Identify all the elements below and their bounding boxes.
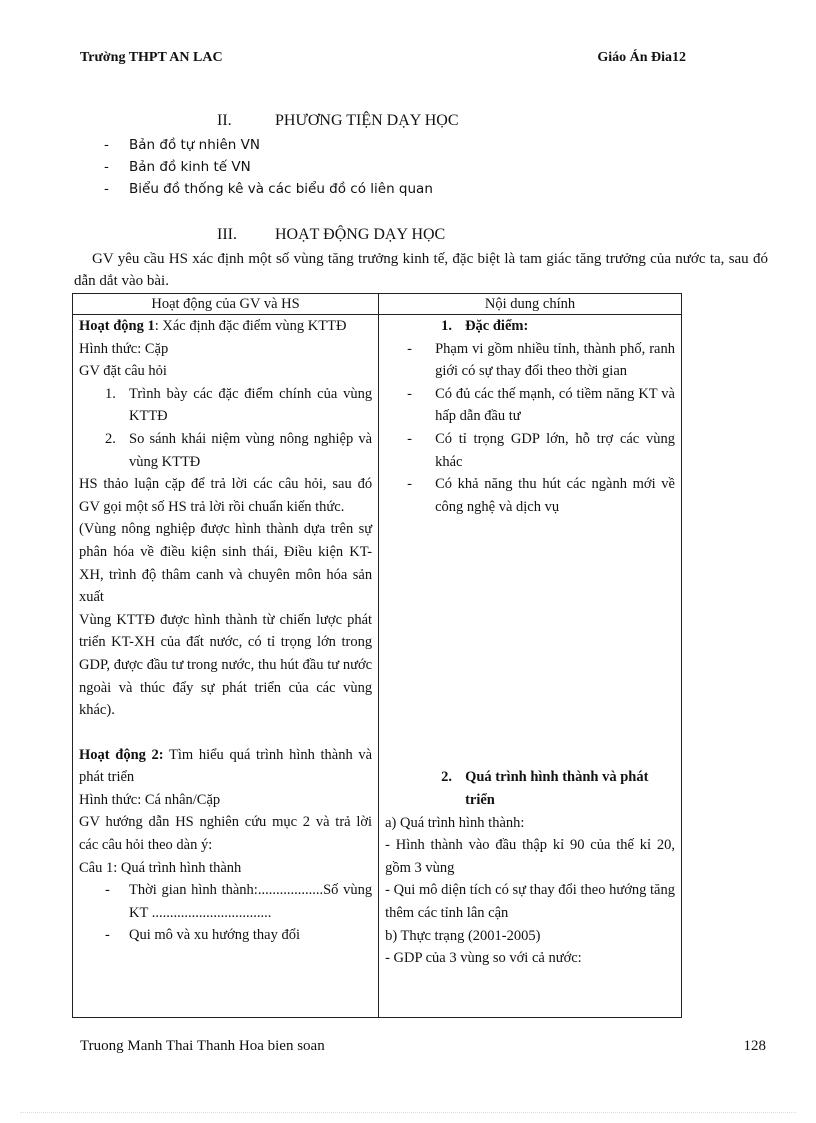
list-item: - Qui mô và xu hướng thay đổi [105,927,300,944]
list-item: - Có đủ các thế mạnh, có tiềm năng KT và hấp dẫn đầu tư [407,385,675,425]
content-text: - Qui mô diện tích có sự thay đổi theo hướng tăng thêm các tỉnh lân cận [385,882,675,921]
section-3-intro: GV yêu cầu HS xác định một số vùng tăng trưởng kinh tế, đặc biệt là tam giác tăng trưởng của nước ta, sau đó dẫn dắt vào bài. [74,251,768,289]
content-subheading: b) Thực trạng (2001-2005) [385,927,541,944]
list-item: - Phạm vi gồm nhiều tỉnh, thành phố, ranh giới có sự thay đổi theo thời gian [407,340,675,380]
list-item: - Thời gian hình thành:..................Số vùng KT ................................. [105,882,373,921]
page-header [80,50,686,72]
question-1: Câu 1: Quá trình hình thành [79,859,242,876]
section-2-heading [217,112,459,130]
activity-1-ask: GV đặt câu hỏi [79,363,167,380]
section-3-heading [217,226,445,244]
list-item: - Bản đồ tự nhiên VN [104,134,433,156]
column-header-activities: Hoạt động của GV và HS [73,294,379,315]
list-item: 1. Trình bày các đặc điểm chính của vùng KTTĐ [105,385,373,425]
activity-2-form: Hình thức: Cá nhân/Cặp [79,791,221,808]
content-text: - Hình thành vào đầu thập kỉ 90 của thế kỉ 20, gồm 3 vùng [385,837,675,876]
note-paragraph: Vùng KTTĐ được hình thành từ chiến lược phát triển KT-XH của đất nước, có tỉ trọng lớn trong GDP, được đầu tư trong nước, thu hút đầu tư nước ngoài và thúc đẩy sự phát triển của các vùng khác). [79,611,373,719]
page-bottom-divider [20,1112,796,1113]
author-credit: Truong Manh Thai Thanh Hoa bien soan [80,1038,325,1054]
activity-2-guide: GV hướng dẫn HS nghiên cứu mục 2 và trả lời các câu hỏi theo dàn ý: [79,814,373,854]
activities-cell [73,315,379,1018]
activity-1-heading: Hoạt động 1: Xác định đặc điểm vùng KTTĐ [79,318,347,334]
list-item: - Bản đồ kinh tế VN [104,156,433,178]
list-item: - Có tỉ trọng GDP lớn, hỗ trợ các vùng khác [407,430,675,470]
question-list [79,383,372,473]
discussion-text: HS thảo luận cặp để trả lời các câu hỏi, sau đó GV gọi một số HS trả lời rồi chuẩn kiến thức. [79,476,373,515]
column-header-content: Nội dung chính [379,294,682,315]
list-item: - Có khả năng thu hút các ngành mới về công nghệ và dịch vụ [407,476,675,515]
content-text: - GDP của 3 vùng so với cả nước: [385,950,582,967]
section-2-number: II. [217,112,232,129]
section-3-number: III. [217,226,237,243]
section-3-title: HOẠT ĐỘNG DẠY HỌC [275,226,446,243]
activity-1-form: Hình thức: Cặp [79,340,169,357]
lesson-table [72,293,682,1018]
list-item: 2. So sánh khái niệm vùng nông nghiệp và vùng KTTĐ [105,430,373,470]
content-cell [379,315,682,1018]
page-number: 128 [743,1038,766,1054]
content-subheading: a) Quá trình hình thành: [385,814,525,831]
page-footer [80,1038,766,1055]
list-item: - Biểu đồ thống kê và các biểu đồ có liên quan [104,178,433,200]
content-heading-2: 2. Quá trình hình thành và phát triển [441,769,649,808]
note-paragraph: (Vùng nông nghiệp được hình thành dựa trên sự phân hóa về điều kiện sinh thái, Điều kiện KT-XH, trình độ thâm canh và chuyên môn hóa sản xuất [79,521,373,606]
section-2-list [104,134,433,200]
school-name: Trường THPT AN LAC [80,50,223,65]
content-heading-1: 1. Đặc điểm: [441,318,529,334]
subject-name: Giáo Án Đia12 [597,50,686,65]
section-2-title: PHƯƠNG TIỆN DẠY HỌC [275,112,459,129]
activity-2-heading: Hoạt động 2: Tìm hiểu quá trình hình thành và phát triển [79,746,373,786]
